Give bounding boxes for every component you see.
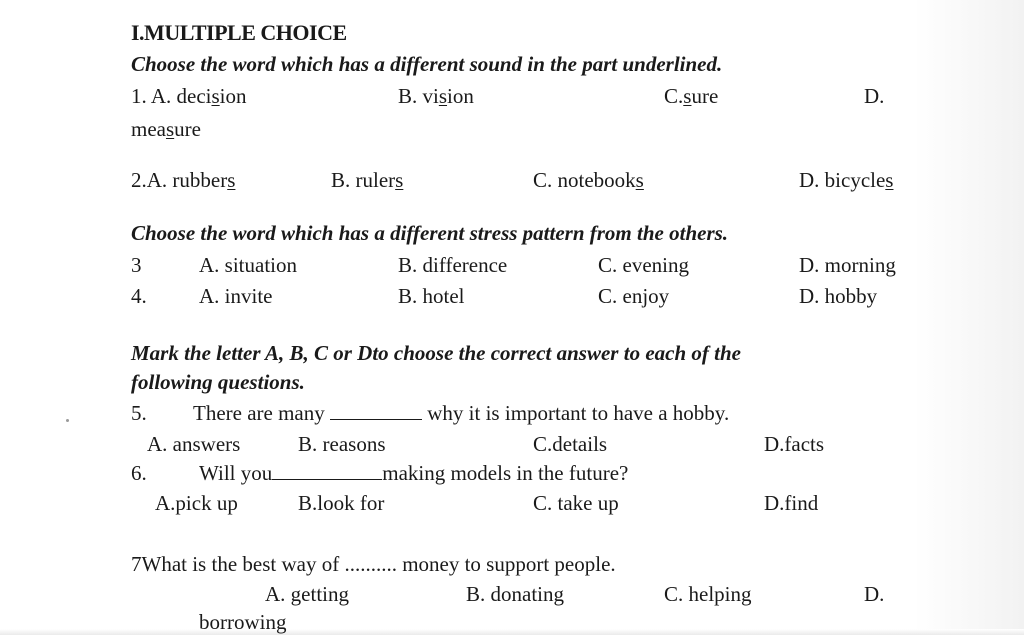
q4-option-c: C. enjoy xyxy=(598,284,670,308)
q3-option-a: A. situation xyxy=(199,253,297,277)
q5-stem-pre: There are many xyxy=(193,401,325,425)
q2-d-pre: D. bicycle xyxy=(799,168,886,192)
q5-stem-post: why it is important to have a hobby. xyxy=(427,401,730,425)
q1-c-underlined: s xyxy=(683,84,692,108)
q7-option-d-word: borrowing xyxy=(199,610,287,634)
q3-number: 3 xyxy=(131,253,142,277)
q1-option-c xyxy=(664,84,718,108)
instruction-mark-line1: Mark the letter A, B, C or Dto choose the correct answer to each of the xyxy=(131,341,741,365)
q2-a-pre: 2.A. rubber xyxy=(131,168,228,192)
q5-option-b: B. reasons xyxy=(298,432,386,456)
q6-option-b: B.look for xyxy=(298,491,385,515)
q5-option-c: C.details xyxy=(533,432,608,456)
q4-number: 4. xyxy=(131,284,147,308)
q4-option-b: B. hotel xyxy=(398,284,465,308)
margin-dot xyxy=(66,419,69,422)
q7-option-c: C. helping xyxy=(664,582,752,606)
q7-option-b: B. donating xyxy=(466,582,564,606)
q1-option-b xyxy=(398,84,474,108)
page-bottom-edge xyxy=(0,629,1024,635)
q1-a-underlined: s xyxy=(211,84,220,108)
q6-option-a: A.pick up xyxy=(155,491,238,515)
q5-option-d: D.facts xyxy=(764,432,825,456)
q1-b-post: ion xyxy=(447,84,474,108)
q1-c-pre: C. xyxy=(664,84,684,108)
q1-option-d-word xyxy=(131,117,201,141)
q1-c-post: ure xyxy=(691,84,719,108)
q2-option-b xyxy=(331,168,403,192)
q2-c-underlined: s xyxy=(635,168,644,192)
q2-b-pre: B. ruler xyxy=(331,168,396,192)
q1-d-pre: mea xyxy=(131,117,166,141)
q5-stem xyxy=(193,401,729,425)
page-edge-shade xyxy=(914,0,1024,635)
q5-number: 5. xyxy=(131,401,147,425)
q2-d-underlined: s xyxy=(885,168,894,192)
q6-option-c: C. take up xyxy=(533,491,619,515)
q6-stem xyxy=(199,461,628,485)
instruction-mark-line2: following questions. xyxy=(131,370,305,394)
q3-option-b: B. difference xyxy=(398,253,508,277)
q2-option-d xyxy=(799,168,893,192)
q2-b-underlined: s xyxy=(395,168,404,192)
q1-d-post: ure xyxy=(174,117,201,141)
q3-option-c: C. evening xyxy=(598,253,689,277)
q2-option-a xyxy=(131,168,235,192)
q5-option-a: A. answers xyxy=(147,432,241,456)
q7-option-d-label: D. xyxy=(864,582,885,606)
q1-a-pre: 1. A. deci xyxy=(131,84,212,108)
q1-b-underlined: s xyxy=(438,84,448,108)
q6-blank xyxy=(272,461,382,480)
q1-a-post: ion xyxy=(219,84,247,108)
q6-stem-pre: Will you xyxy=(199,461,273,485)
q6-stem-post: making models in the future? xyxy=(382,461,629,485)
q7-stem: 7What is the best way of .......... money to support people. xyxy=(131,552,616,576)
q4-option-d: D. hobby xyxy=(799,284,878,308)
section-title: I.MULTIPLE CHOICE xyxy=(131,20,347,45)
q2-a-underlined: s xyxy=(227,168,236,192)
q1-option-a xyxy=(131,84,247,108)
q7-option-a: A. getting xyxy=(265,582,349,606)
q2-option-c xyxy=(533,168,644,192)
q1-option-d-label: D. xyxy=(864,84,885,108)
q1-d-underlined: s xyxy=(165,117,175,141)
q1-b-pre: B. vi xyxy=(398,84,439,108)
q2-c-pre: C. notebook xyxy=(533,168,636,192)
q6-number: 6. xyxy=(131,461,147,485)
q3-option-d: D. morning xyxy=(799,253,896,277)
instruction-stress: Choose the word which has a different stress pattern from the others. xyxy=(131,221,729,245)
q4-option-a: A. invite xyxy=(199,284,273,308)
q6-option-d: D.find xyxy=(764,491,819,515)
q5-blank xyxy=(330,401,422,420)
instruction-sound: Choose the word which has a different sound in the part underlined. xyxy=(131,52,723,76)
